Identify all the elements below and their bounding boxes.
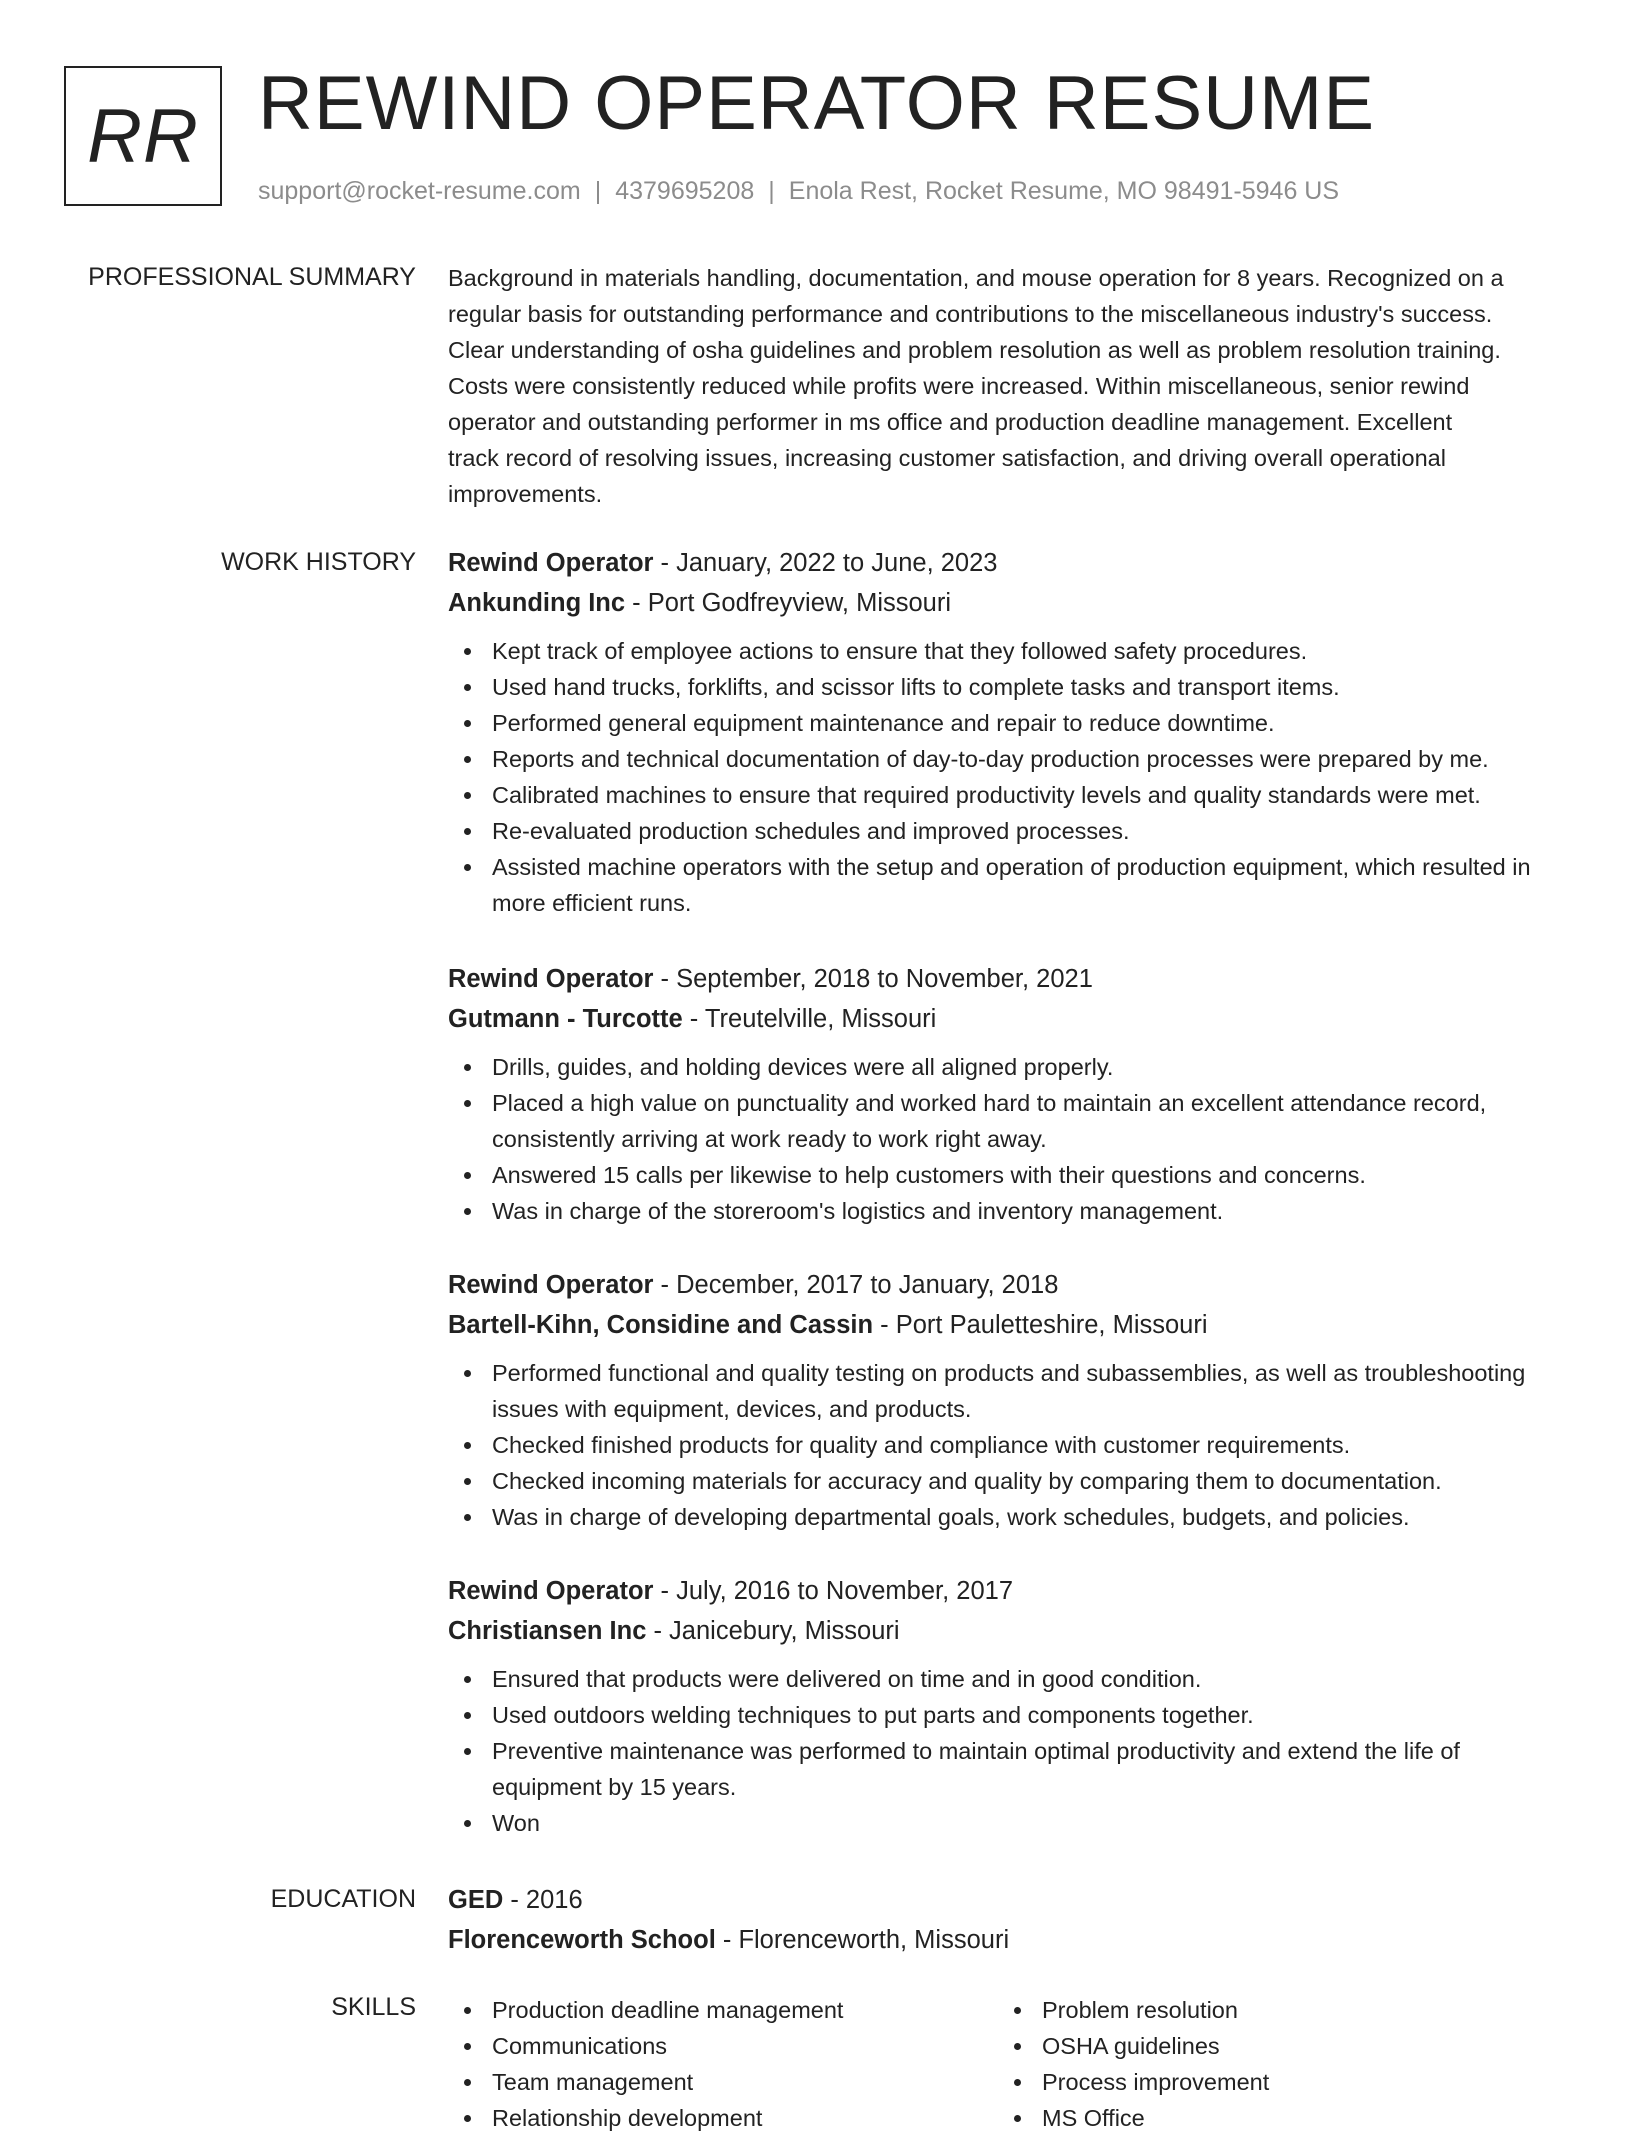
job-title: Rewind Operator: [448, 1271, 654, 1299]
list-item: Reports and technical documentation of day-to-day production processes were prepared by me.: [448, 741, 1568, 777]
job-title: Rewind Operator: [448, 1577, 654, 1605]
job-bullets: [448, 633, 1568, 921]
skills-list: [998, 1992, 1518, 2136]
job-company-line: [448, 1305, 1568, 1345]
list-item: Kept track of employee actions to ensure that they followed safety procedures.: [448, 633, 1568, 669]
job-location: - Treutelville, Missouri: [682, 1005, 937, 1033]
contact-phone[interactable]: 4379695208: [615, 177, 755, 205]
education-location: - Florenceworth, Missouri: [715, 1926, 1010, 1954]
summary-line: Background in materials handling, documentation, and mouse operation for 8 years. Recognized on a: [448, 265, 1504, 291]
job-location: - Port Godfreyview, Missouri: [625, 589, 951, 617]
job-bullets: [448, 1661, 1568, 1841]
list-item: Performed functional and quality testing on products and subassemblies, as well as troubleshooting issues with equipment, devices, and products.: [448, 1355, 1568, 1427]
job-dates: - July, 2016 to November, 2017: [653, 1577, 1014, 1605]
list-item: Answered 15 calls per likewise to help customers with their questions and concerns.: [448, 1157, 1568, 1193]
summary-line: Clear understanding of osha guidelines and problem resolution as well as problem resolution training.: [448, 337, 1501, 363]
job-entry: [448, 1571, 1568, 1841]
list-item: Calibrated machines to ensure that required productivity levels and quality standards were met.: [448, 777, 1568, 813]
contact-separator: |: [594, 177, 602, 205]
monogram-badge: RR: [64, 66, 222, 206]
list-item: Assisted machine operators with the setup and operation of production equipment, which resulted in more efficient runs.: [448, 849, 1568, 921]
job-title-line: [448, 1265, 1568, 1305]
list-item: Checked finished products for quality and compliance with customer requirements.: [448, 1427, 1568, 1463]
summary-line: improvements.: [448, 481, 603, 507]
list-item: Won: [448, 1805, 1568, 1841]
contact-line: [258, 174, 1339, 208]
job-bullets: [448, 1355, 1568, 1535]
summary-text: [448, 260, 1568, 512]
summary-line: track record of resolving issues, increasing customer satisfaction, and driving overall operational: [448, 445, 1446, 471]
list-item: Production deadline management: [448, 1992, 968, 2028]
list-item: Relationship development: [448, 2100, 968, 2136]
contact-separator: |: [768, 177, 775, 205]
skills-list: [448, 1992, 968, 2136]
section-label-work-history: WORK HISTORY: [221, 548, 416, 576]
job-entry: [448, 959, 1568, 1229]
page-title: REWIND OPERATOR RESUME: [258, 61, 1376, 146]
skills-column-right: [998, 1992, 1518, 2136]
job-company: Gutmann - Turcotte: [448, 1005, 683, 1033]
list-item: Used outdoors welding techniques to put parts and components together.: [448, 1697, 1568, 1733]
job-dates: - September, 2018 to November, 2021: [653, 965, 1093, 993]
list-item: Ensured that products were delivered on time and in good condition.: [448, 1661, 1568, 1697]
contact-address: Enola Rest, Rocket Resume, MO 98491-5946 US: [788, 177, 1340, 205]
education-degree: GED: [448, 1886, 504, 1914]
list-item: Problem resolution: [998, 1992, 1518, 2028]
list-item: Team management: [448, 2064, 968, 2100]
job-company: Christiansen Inc: [448, 1617, 647, 1645]
job-title-line: [448, 1571, 1568, 1611]
list-item: Was in charge of developing departmental goals, work schedules, budgets, and policies.: [448, 1499, 1568, 1535]
summary-body: [448, 260, 1568, 512]
list-item: Communications: [448, 2028, 968, 2064]
job-company-line: [448, 999, 1568, 1039]
list-item: Checked incoming materials for accuracy and quality by comparing them to documentation.: [448, 1463, 1568, 1499]
summary-line: regular basis for outstanding performance and contributions to the miscellaneous industry's success.: [448, 301, 1493, 327]
list-item: Drills, guides, and holding devices were all aligned properly.: [448, 1049, 1568, 1085]
contact-email[interactable]: support@rocket-resume.com: [258, 177, 581, 205]
job-location: - Janicebury, Missouri: [646, 1617, 900, 1645]
job-entry: [448, 543, 1568, 921]
list-item: Performed general equipment maintenance and repair to reduce downtime.: [448, 705, 1568, 741]
summary-line: Costs were consistently reduced while profits were increased. Within miscellaneous, senior rewind: [448, 373, 1470, 399]
job-title: Rewind Operator: [448, 549, 654, 577]
job-title-line: [448, 959, 1568, 999]
job-bullets: [448, 1049, 1568, 1229]
section-label-education: EDUCATION: [270, 1885, 416, 1913]
job-title: Rewind Operator: [448, 965, 654, 993]
education-school-line: [448, 1920, 1568, 1960]
job-company-line: [448, 583, 1568, 623]
education-school: Florenceworth School: [448, 1926, 716, 1954]
job-dates: - January, 2022 to June, 2023: [653, 549, 998, 577]
list-item: Process improvement: [998, 2064, 1518, 2100]
job-company: Bartell-Kihn, Considine and Cassin: [448, 1311, 874, 1339]
job-company: Ankunding Inc: [448, 589, 626, 617]
section-label-summary: PROFESSIONAL SUMMARY: [88, 263, 416, 291]
education-year: - 2016: [503, 1886, 583, 1914]
list-item: Placed a high value on punctuality and worked hard to maintain an excellent attendance record, consistently arriving at work ready to work right away.: [448, 1085, 1568, 1157]
job-entry: [448, 1265, 1568, 1535]
summary-line: operator and outstanding performer in ms office and production deadline management. Excellent: [448, 409, 1453, 435]
section-label-skills: SKILLS: [331, 1993, 416, 2021]
list-item: Re-evaluated production schedules and improved processes.: [448, 813, 1568, 849]
job-dates: - December, 2017 to January, 2018: [653, 1271, 1059, 1299]
list-item: Was in charge of the storeroom's logistics and inventory management.: [448, 1193, 1568, 1229]
job-company-line: [448, 1611, 1568, 1651]
skills-lists: [448, 1992, 1568, 2152]
list-item: Used hand trucks, forklifts, and scissor lifts to complete tasks and transport items.: [448, 669, 1568, 705]
education-entry: [448, 1880, 1568, 1960]
education-degree-line: [448, 1880, 1568, 1920]
skills-column-left: [448, 1992, 968, 2136]
job-location: - Port Pauletteshire, Missouri: [873, 1311, 1208, 1339]
list-item: OSHA guidelines: [998, 2028, 1518, 2064]
list-item: Preventive maintenance was performed to maintain optimal productivity and extend the life of equipment by 15 years.: [448, 1733, 1568, 1805]
list-item: MS Office: [998, 2100, 1518, 2136]
job-title-line: [448, 543, 1568, 583]
